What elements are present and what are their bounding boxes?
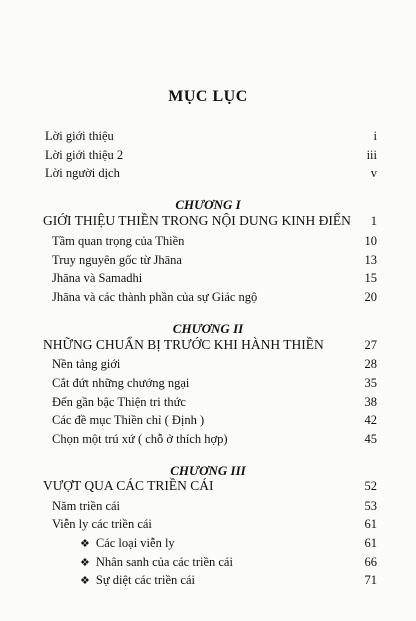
toc-entry-label: Lời giới thiệu 2 bbox=[45, 148, 124, 162]
page-title: MỤC LỤC bbox=[168, 88, 248, 105]
toc-entry-label: Jhāna và các thành phần của sự Giác ngộ bbox=[52, 290, 258, 304]
toc-page-number: iii bbox=[366, 148, 377, 162]
chapter-heading: CHƯƠNG III bbox=[170, 463, 246, 478]
chapter-heading: CHƯƠNG II bbox=[172, 321, 244, 336]
diamond-bullet-icon: ❖ bbox=[80, 538, 90, 550]
toc-page-number: 1 bbox=[370, 214, 377, 228]
toc-entry-label: Chọn một trú xứ ( chỗ ở thích hợp) bbox=[52, 432, 228, 446]
chapter-title-label: NHỮNG CHUẨN BỊ TRƯỚC KHI HÀNH THIỀN bbox=[43, 337, 324, 352]
toc-page-number: 42 bbox=[364, 413, 377, 427]
toc-entry-label: Jhāna và Samadhi bbox=[52, 271, 143, 285]
toc-entry-label: Đến gần bậc Thiện tri thức bbox=[52, 395, 186, 409]
toc-page-number: 35 bbox=[364, 376, 377, 390]
toc-entry-label: Nền tảng giới bbox=[52, 357, 121, 371]
toc-page-number: i bbox=[373, 129, 377, 143]
toc-entry-label: Các loại viễn ly bbox=[95, 536, 175, 550]
toc-entry-label: Năm triền cái bbox=[52, 499, 121, 513]
toc-entry-label: Lời giới thiệu bbox=[45, 129, 114, 143]
diamond-bullet-icon: ❖ bbox=[80, 575, 90, 587]
toc-page-number: 13 bbox=[364, 253, 377, 267]
toc-page-number: 61 bbox=[364, 517, 377, 531]
toc-page-number: 52 bbox=[364, 479, 377, 493]
toc-page-number: 61 bbox=[364, 536, 377, 550]
toc-page-number: v bbox=[370, 166, 377, 180]
toc-entry-label: Nhân sanh của các triền cái bbox=[95, 555, 233, 569]
toc-page-number: 15 bbox=[364, 271, 377, 285]
toc-entry-label: Viễn ly các triền cái bbox=[52, 517, 152, 531]
diamond-bullet-icon: ❖ bbox=[80, 557, 90, 569]
toc-page-number: 45 bbox=[364, 432, 377, 446]
chapter-heading: CHƯƠNG I bbox=[175, 197, 241, 212]
chapter-title-label: GIỚI THIỆU THIỀN TRONG NỘI DUNG KINH ĐIỂN bbox=[43, 213, 351, 228]
toc-entry-label: Cắt đứt những chướng ngại bbox=[52, 376, 190, 390]
chapter-title-label: VƯỢT QUA CÁC TRIỀN CÁI bbox=[43, 478, 214, 493]
toc-entry-label: Tầm quan trọng của Thiền bbox=[52, 234, 185, 248]
toc-entry-label: Truy nguyên gốc từ Jhāna bbox=[52, 253, 182, 267]
toc-page-number: 28 bbox=[364, 357, 377, 371]
toc-page-number: 71 bbox=[364, 573, 377, 587]
toc-page-number: 27 bbox=[364, 338, 377, 352]
toc-entry-label: Các đề mục Thiền chỉ ( Định ) bbox=[52, 413, 205, 427]
toc-page-number: 38 bbox=[364, 395, 377, 409]
toc-entry-label: Lời người dịch bbox=[45, 166, 120, 180]
toc-page-number: 53 bbox=[364, 499, 377, 513]
toc-entry-label: Sự diệt các triền cái bbox=[95, 573, 195, 587]
toc-page-number: 20 bbox=[364, 290, 377, 304]
toc-page-number: 10 bbox=[364, 234, 377, 248]
toc-page-number: 66 bbox=[364, 555, 377, 569]
